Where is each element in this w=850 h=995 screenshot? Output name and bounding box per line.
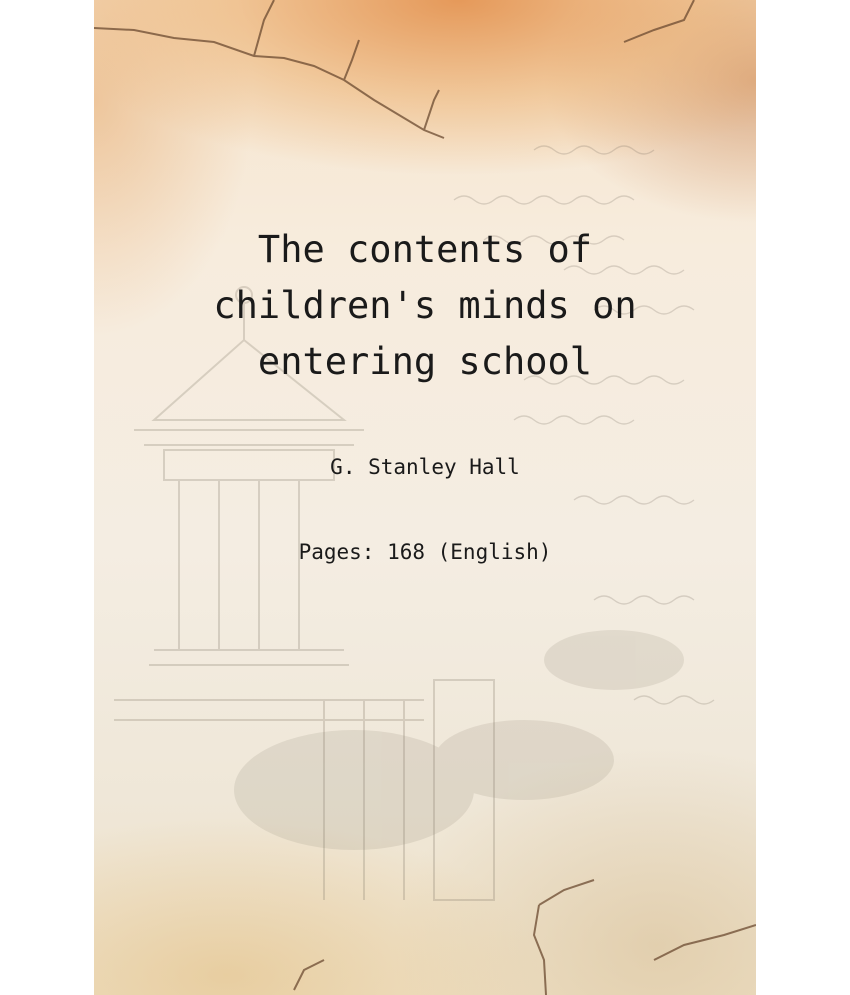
book-author: G. Stanley Hall xyxy=(330,455,520,479)
page-count-language: Pages: 168 (English) xyxy=(298,540,552,564)
book-title-line-1: The contents of xyxy=(257,228,593,271)
cover-artwork xyxy=(94,0,756,995)
book-title-line-3: entering school xyxy=(257,340,593,383)
book-title xyxy=(94,222,756,390)
book-title-line-2: children's minds on xyxy=(213,284,637,327)
faded-crowd-illustration xyxy=(234,630,684,850)
book-cover xyxy=(94,0,756,995)
